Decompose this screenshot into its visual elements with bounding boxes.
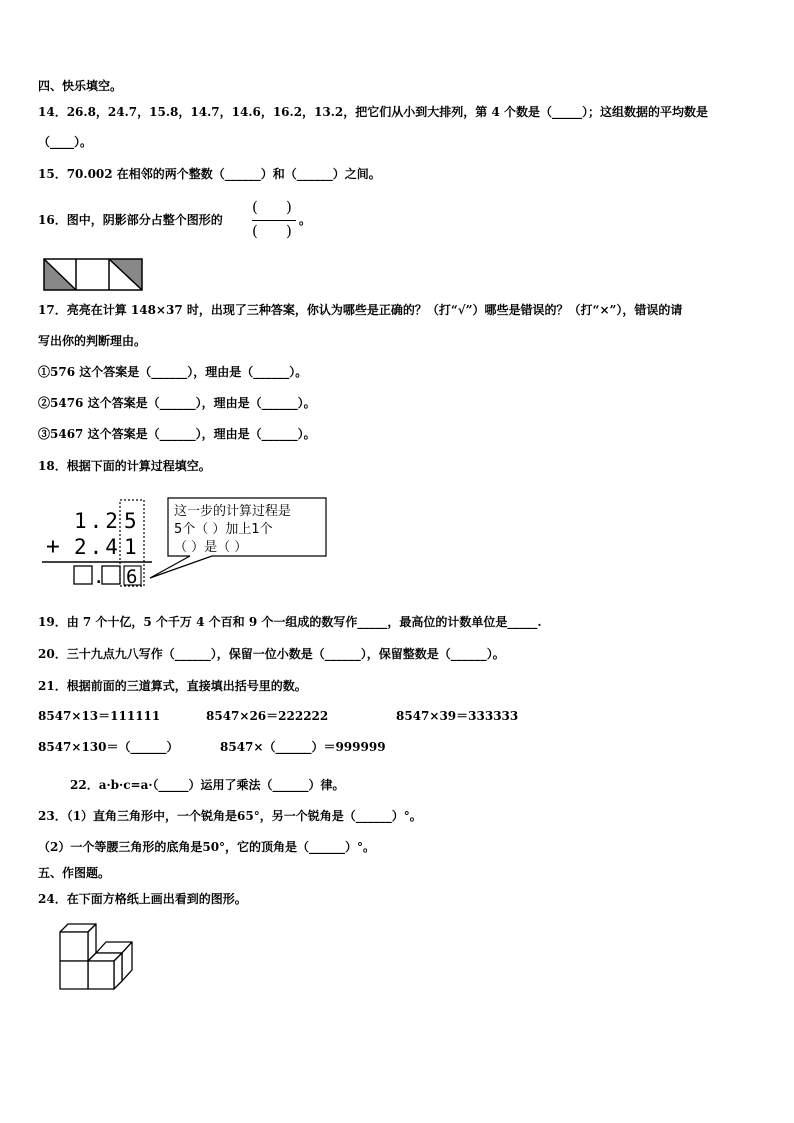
question-17-item-1: ①576 这个答案是（______），理由是（______）。 <box>38 365 308 379</box>
fraction-numerator-open: ( <box>252 198 258 216</box>
fraction-bar <box>252 220 296 221</box>
question-20: 20．三十九点九八写作（______），保留一位小数是（______），保留整数是（______）。 <box>38 647 505 661</box>
question-14-line2: （____）。 <box>38 135 93 149</box>
equation-4: 8547×130＝（______） <box>38 740 179 754</box>
cube-stack-figure <box>54 918 144 994</box>
question-17-line2: 写出你的判断理由。 <box>38 334 147 348</box>
vertical-addition-figure <box>40 496 340 592</box>
question-16-end: 。 <box>299 213 312 227</box>
addend-1-last-digit: 5 <box>124 509 137 533</box>
result-last-digit: 6 <box>126 566 138 588</box>
fraction-denominator-open: ( <box>252 222 258 240</box>
question-14-line1: 14．26.8，24.7，15.8，14.7，14.6，16.2，13.2，把它们从小到大排列，第 4 个数是（_____）；这组数据的平均数是 <box>38 105 708 119</box>
fraction-blank <box>252 198 296 244</box>
callout-line-2: 5个（ ）加上1个 <box>174 522 273 537</box>
result-box-1 <box>74 566 92 584</box>
result-box-2 <box>102 566 120 584</box>
equation-1: 8547×13＝111111 <box>38 709 161 723</box>
question-19: 19．由 7 个十亿，5 个千万 4 个百和 9 个一组成的数写作_____，最高位的计数单位是_____. <box>38 615 542 629</box>
plus-sign: + <box>46 534 60 560</box>
equation-3: 8547×39＝333333 <box>396 709 519 723</box>
section-heading-four: 四、快乐填空。 <box>38 79 123 93</box>
cube-front-face-1 <box>60 932 88 961</box>
addend-2-last-digit: 1 <box>124 535 137 559</box>
question-23-part-1: 23．（1）直角三角形中，一个锐角是65°，另一个锐角是（______）°。 <box>38 809 422 823</box>
question-23-part-2: （2）一个等腰三角形的底角是50°，它的顶角是（______）°。 <box>38 840 376 854</box>
result-decimal-point: . <box>93 566 105 588</box>
callout-line-3: （ ）是（ ） <box>174 540 248 555</box>
question-17-line1: 17．亮亮在计算 148×37 时，出现了三种答案，你认为哪些是正确的？（打“√”）哪些是错误的？（打“×”），错误的请 <box>38 303 683 317</box>
question-24: 24．在下面方格纸上画出看到的图形。 <box>38 892 247 906</box>
question-16: 16．图中，阴影部分占整个图形的 <box>38 213 223 227</box>
callout-line-1: 这一步的计算过程是 <box>174 504 292 519</box>
equation-2: 8547×26＝222222 <box>206 709 329 723</box>
equation-5: 8547×（______）＝999999 <box>220 740 386 754</box>
question-15: 15．70.002 在相邻的两个整数（______）和（______）之间。 <box>38 167 381 181</box>
question-18: 18．根据下面的计算过程填空。 <box>38 459 211 473</box>
fraction-denominator-close: ) <box>286 222 292 240</box>
question-21: 21．根据前面的三道算式，直接填出括号里的数。 <box>38 679 307 693</box>
cube-front-face-3 <box>88 961 114 989</box>
addend-2: 2.4 <box>74 535 121 559</box>
cube-front-face-4 <box>60 961 88 989</box>
question-22: 22．a·b·c=a·（_____）运用了乘法（______）律。 <box>70 778 345 792</box>
question-17-item-2: ②5476 这个答案是（______），理由是（______）。 <box>38 396 316 410</box>
addend-1: 1.2 <box>74 509 121 533</box>
fraction-numerator-close: ) <box>286 198 292 216</box>
question-17-item-3: ③5467 这个答案是（______），理由是（______）。 <box>38 427 316 441</box>
section-heading-five: 五、作图题。 <box>38 866 111 880</box>
shaded-squares-figure <box>43 258 143 292</box>
